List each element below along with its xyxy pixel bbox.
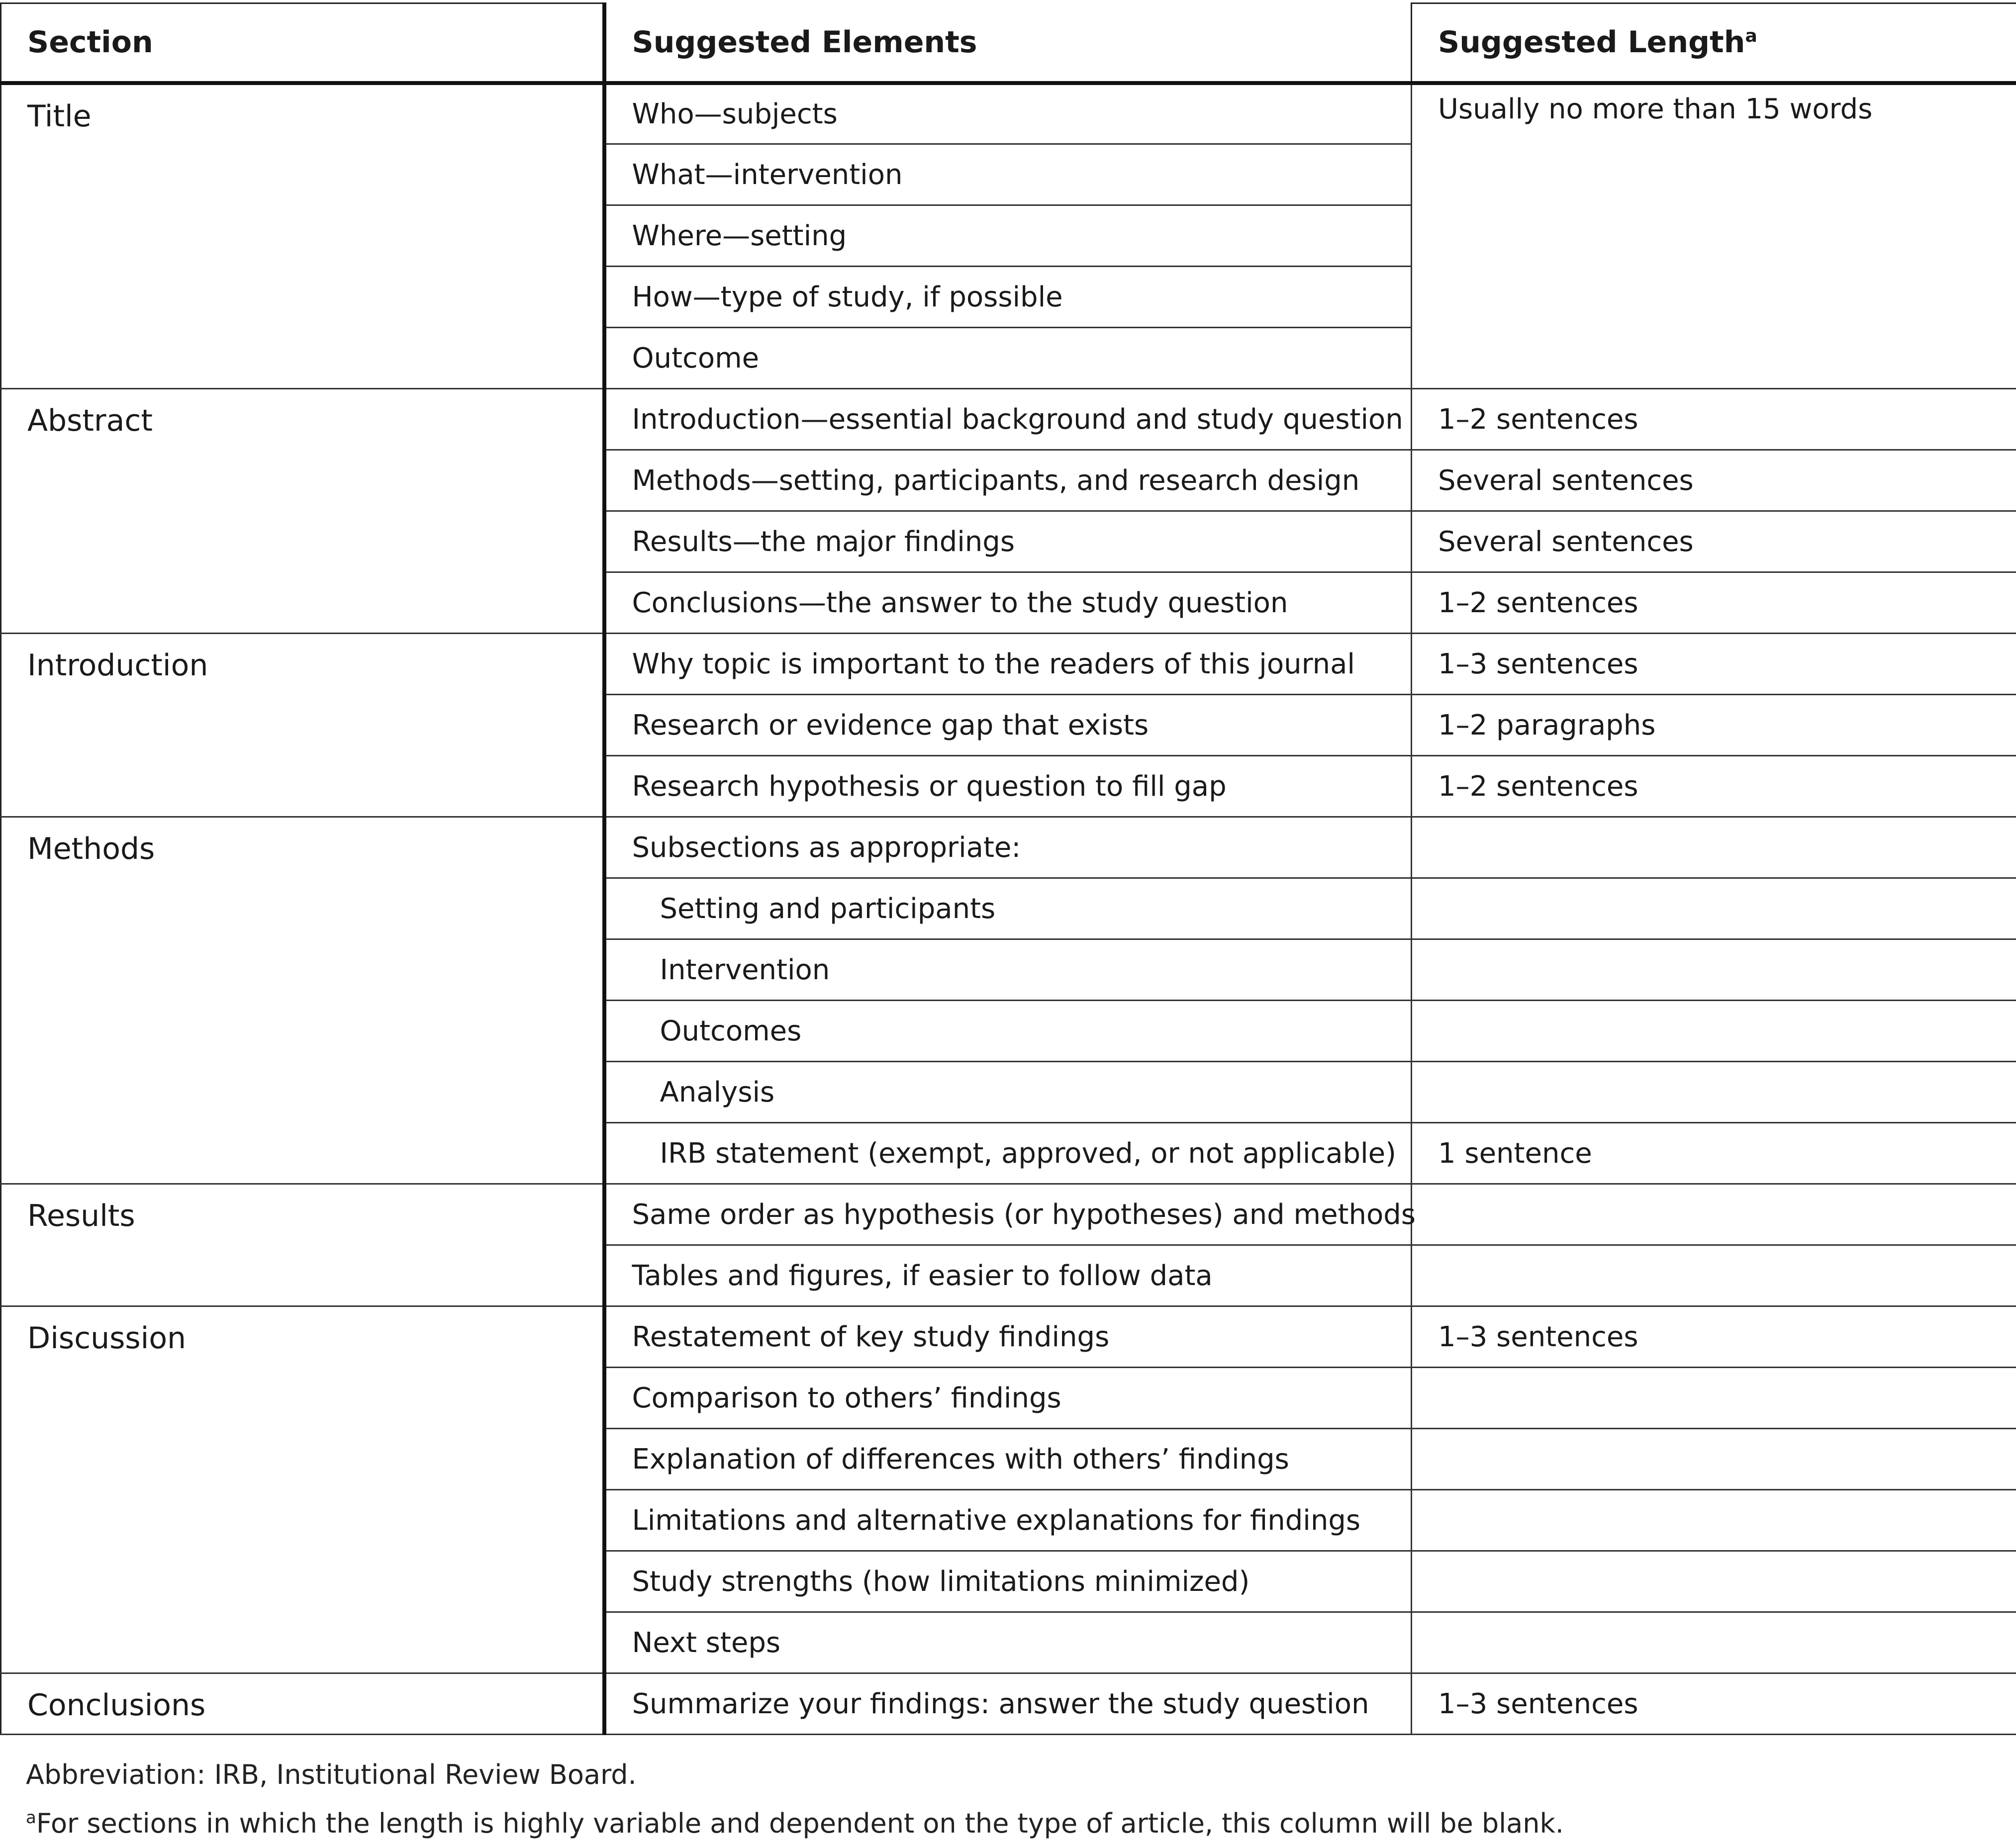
length-cell: 1–3 sentences: [1412, 1306, 2016, 1368]
length-cell: [1412, 939, 2016, 1001]
table-header-row: [1, 3, 2016, 83]
element-cell: Introduction—essential background and study question: [604, 389, 1412, 450]
table-row: [1, 817, 2016, 878]
section-cell: Results: [1, 1184, 604, 1306]
section-cell: Discussion: [1, 1306, 604, 1673]
length-cell: [1412, 1001, 2016, 1062]
length-cell: [1412, 878, 2016, 939]
section-cell: Abstract: [1, 389, 604, 634]
length-cell: 1–3 sentences: [1412, 1673, 2016, 1735]
element-cell: Research hypothesis or question to fill gap: [604, 756, 1412, 817]
element-cell: How—type of study, if possible: [604, 267, 1412, 328]
element-cell: What—intervention: [604, 144, 1412, 205]
element-cell: Conclusions—the answer to the study question: [604, 572, 1412, 634]
table-row: [1, 1673, 2016, 1735]
header-suggested-length: Suggested Length$^a$: [1412, 3, 2016, 83]
length-footnote: [26, 1799, 1564, 1848]
section-cell: Title: [1, 83, 604, 389]
length-cell: [1412, 817, 2016, 878]
length-cell: [1412, 1368, 2016, 1429]
length-cell: 1–2 sentences: [1412, 572, 2016, 634]
element-cell: Limitations and alternative explanations for findings: [604, 1490, 1412, 1551]
length-footnote-text: For sections in which the length is highly variable and dependent on the type of article, this column will be blank.: [36, 1808, 1564, 1839]
element-cell: Where—setting: [604, 205, 1412, 267]
table-row: [1, 634, 2016, 695]
length-cell: [1412, 1429, 2016, 1490]
table-body: [1, 83, 2016, 1735]
section-cell: Conclusions: [1, 1673, 604, 1735]
element-cell: Restatement of key study findings: [604, 1306, 1412, 1368]
manuscript-structure-table: [0, 2, 2016, 1735]
element-cell: Explanation of differences with others’ findings: [604, 1429, 1412, 1490]
element-cell: Research or evidence gap that exists: [604, 695, 1412, 756]
length-cell: 1 sentence: [1412, 1123, 2016, 1184]
element-cell: Intervention: [604, 939, 1412, 1001]
element-cell: Results—the major findings: [604, 511, 1412, 572]
element-cell: Next steps: [604, 1612, 1412, 1673]
footnote-marker: a: [1745, 26, 1757, 46]
element-cell: Why topic is important to the readers of this journal: [604, 634, 1412, 695]
element-cell: Subsections as appropriate:: [604, 817, 1412, 878]
length-cell: 1–2 sentences: [1412, 756, 2016, 817]
length-cell: [1412, 1551, 2016, 1612]
table-row: [1, 389, 2016, 450]
element-cell: Outcomes: [604, 1001, 1412, 1062]
length-cell: [1412, 1184, 2016, 1245]
length-cell: Several sentences: [1412, 450, 2016, 511]
element-cell: Comparison to others’ findings: [604, 1368, 1412, 1429]
table-row: [1, 1306, 2016, 1368]
length-cell: [1412, 1062, 2016, 1123]
element-cell: Analysis: [604, 1062, 1412, 1123]
length-cell: [1412, 1612, 2016, 1673]
element-cell: Same order as hypothesis (or hypotheses) and methods: [604, 1184, 1412, 1245]
length-cell: 1–2 paragraphs: [1412, 695, 2016, 756]
element-cell: Who—subjects: [604, 83, 1412, 144]
header-section: Section: [1, 3, 604, 83]
length-cell: 1–3 sentences: [1412, 634, 2016, 695]
element-cell: Methods—setting, participants, and research design: [604, 450, 1412, 511]
length-cell: Usually no more than 15 words: [1412, 83, 2016, 389]
table-footnotes: [26, 1751, 1564, 1848]
length-cell: [1412, 1490, 2016, 1551]
element-cell: Study strengths (how limitations minimized): [604, 1551, 1412, 1612]
section-cell: Introduction: [1, 634, 604, 817]
section-cell: Methods: [1, 817, 604, 1184]
length-cell: 1–2 sentences: [1412, 389, 2016, 450]
length-cell: Several sentences: [1412, 511, 2016, 572]
header-suggested-elements: Suggested Elements: [604, 3, 1412, 83]
footnote-marker: a: [26, 1808, 36, 1828]
element-cell: Tables and figures, if easier to follow data: [604, 1245, 1412, 1306]
table-row: [1, 1184, 2016, 1245]
length-cell: [1412, 1245, 2016, 1306]
element-cell: Setting and participants: [604, 878, 1412, 939]
element-cell: Summarize your findings: answer the study question: [604, 1673, 1412, 1735]
table-row: [1, 83, 2016, 144]
abbreviation-note: Abbreviation: IRB, Institutional Review Board.: [26, 1751, 1564, 1799]
element-cell: Outcome: [604, 328, 1412, 389]
element-cell: IRB statement (exempt, approved, or not applicable): [604, 1123, 1412, 1184]
